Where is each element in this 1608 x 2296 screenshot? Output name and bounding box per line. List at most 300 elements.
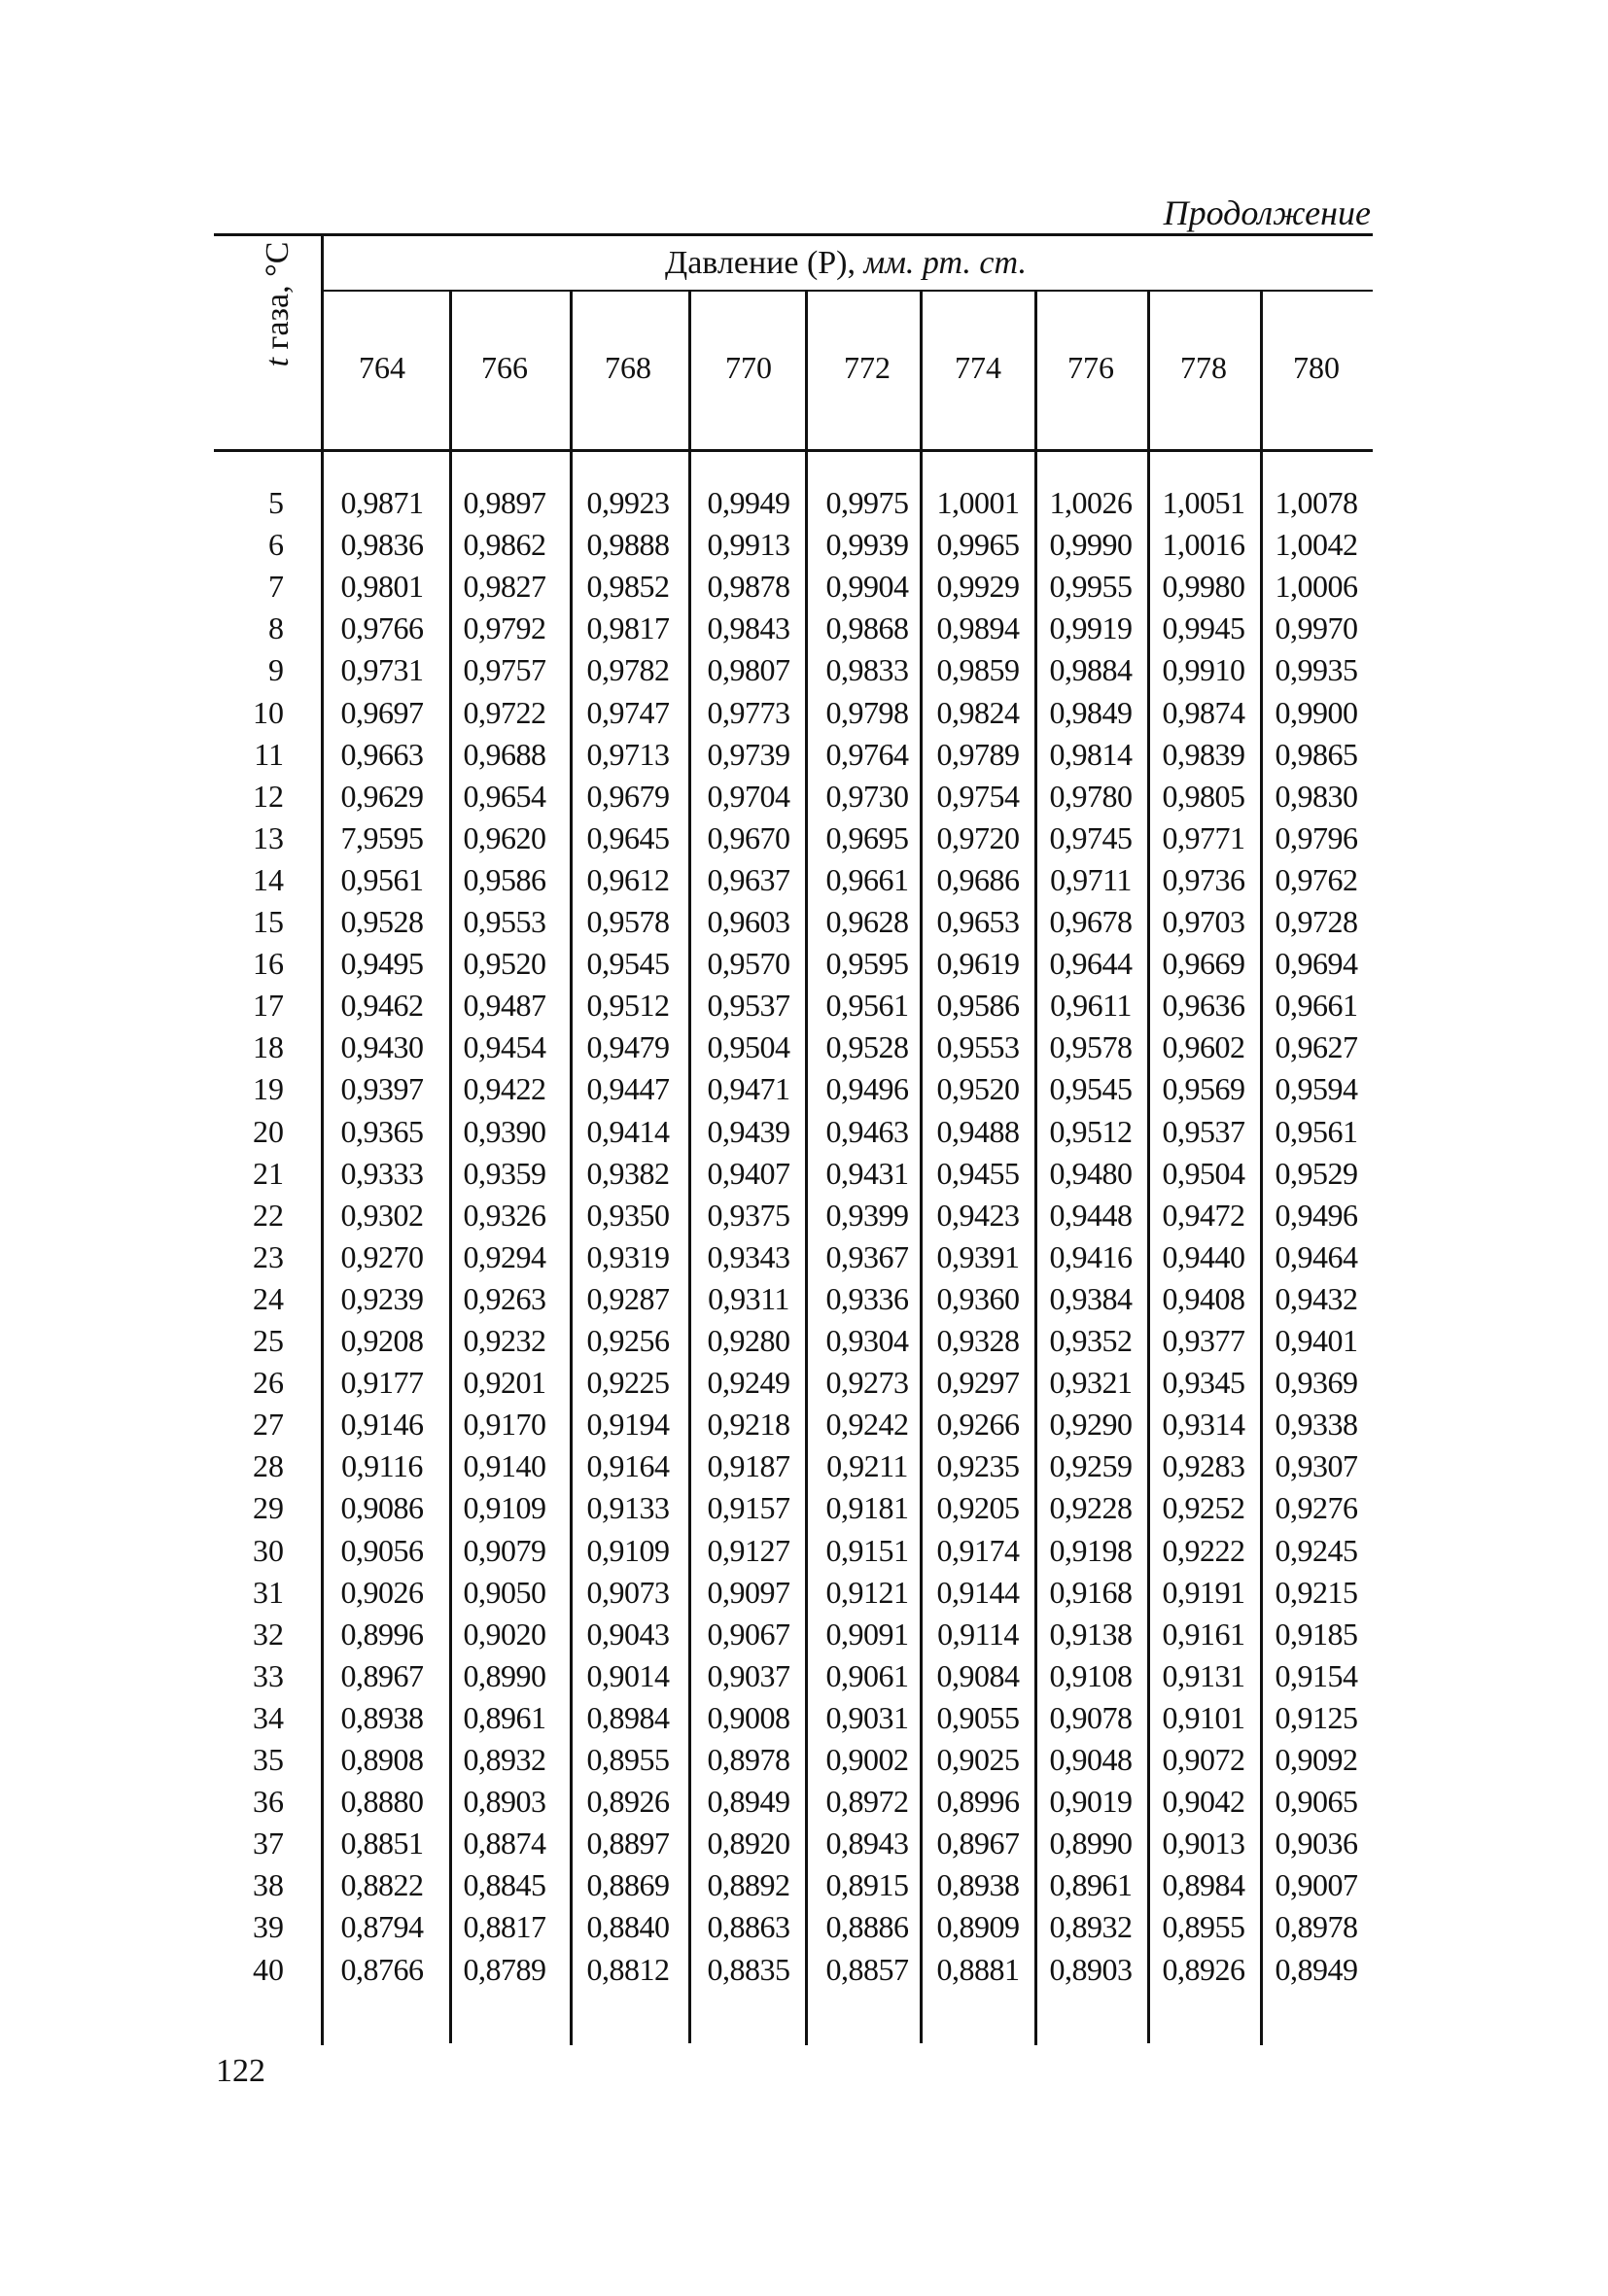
table-cell: 0,9654 [463,778,546,814]
table-cell: 0,9553 [936,1029,1020,1065]
row-temperature: 5 [268,485,284,520]
table-cell: 0,9290 [1049,1407,1133,1443]
table-cell: 0,9447 [586,1071,670,1107]
table-cell: 0,8955 [1162,1909,1245,1945]
table-cell: 0,9830 [1275,778,1358,814]
table-cell: 0,9061 [825,1657,909,1693]
table-cell: 0,9084 [936,1657,1020,1693]
table-cell: 0,9553 [463,904,546,939]
table-cell: 7,9595 [340,819,424,855]
table-cell: 0,9480 [1049,1155,1133,1191]
table-cell: 0,9235 [936,1448,1020,1484]
table-cell: 0,9232 [463,1323,546,1358]
row-temperature: 17 [253,988,284,1024]
table-cell: 0,9294 [463,1238,546,1274]
table-cell: 0,9586 [463,861,546,897]
table-cell: 0,9878 [707,569,790,605]
table-cell: 0,9495 [340,946,424,982]
table-cell: 0,9462 [340,988,424,1024]
table-cell: 0,9181 [825,1490,909,1526]
table-cell: 0,9140 [463,1448,546,1484]
table-cell: 0,9833 [825,652,909,688]
table-cell: 0,9208 [340,1323,424,1358]
column-header: 774 [955,350,1001,385]
table-cell: 0,9218 [707,1407,790,1443]
table-cell: 0,9512 [1049,1113,1133,1149]
table-cell: 0,9019 [1049,1784,1133,1820]
table-cell: 0,9897 [463,485,546,520]
table-cell: 0,9868 [825,610,909,646]
table-cell: 0,8955 [586,1742,670,1777]
table-cell: 0,8938 [340,1699,424,1735]
table-cell: 0,9620 [463,819,546,855]
table-cell: 0,9520 [463,946,546,982]
table-cell: 0,9888 [586,527,670,563]
table-cell: 0,8766 [340,1951,424,1987]
table-cell: 0,9042 [1162,1784,1245,1820]
row-temperature: 40 [253,1951,284,1987]
table-cell: 0,9594 [1275,1071,1358,1107]
row-temperature: 34 [253,1699,284,1735]
table-cell: 0,9127 [707,1532,790,1568]
table-cell: 0,9311 [708,1280,789,1316]
table-cell: 0,8863 [707,1909,790,1945]
table-cell: 0,8961 [1049,1867,1133,1903]
table-cell: 0,8949 [1275,1951,1358,1987]
table-cell: 0,9343 [707,1238,790,1274]
table-cell: 0,9739 [707,736,790,772]
row-temperature: 29 [253,1490,284,1526]
table-cell: 0,9945 [1162,610,1245,646]
table-cell: 0,9431 [825,1155,909,1191]
table-cell: 0,8851 [340,1826,424,1861]
table-cell: 0,8817 [463,1909,546,1945]
table-cell: 0,9390 [463,1113,546,1149]
row-temperature: 12 [253,778,284,814]
table-cell: 0,8908 [340,1742,424,1777]
table-cell: 0,9929 [936,569,1020,605]
table-cell: 0,9091 [825,1616,909,1652]
row-temperature: 22 [253,1197,284,1233]
table-cell: 0,9824 [936,694,1020,730]
table-cell: 0,9448 [1049,1197,1133,1233]
table-cell: 0,9399 [825,1197,909,1233]
table-cell: 0,9796 [1275,819,1358,855]
table-cell: 0,9935 [1275,652,1358,688]
table-cell: 0,9259 [1049,1448,1133,1484]
table-cell: 0,9359 [463,1155,546,1191]
pressure-title: Давление (P), [665,245,864,281]
table-cell: 0,9611 [1050,988,1132,1024]
table-cell: 0,9975 [825,485,909,520]
table-cell: 1,0016 [1162,527,1245,563]
table-cell: 0,9205 [936,1490,1020,1526]
table-cell: 0,9807 [707,652,790,688]
column-header: 770 [725,350,772,385]
table-cell: 0,9487 [463,988,546,1024]
table-cell: 0,8943 [825,1826,909,1861]
table-cell: 0,9157 [707,1490,790,1526]
table-cell: 0,9817 [586,610,670,646]
table-cell: 0,9805 [1162,778,1245,814]
table-cell: 0,9065 [1275,1784,1358,1820]
table-cell: 0,9694 [1275,946,1358,982]
table-cell: 0,8920 [707,1826,790,1861]
table-cell: 0,9955 [1049,569,1133,605]
row-temperature: 7 [268,569,284,605]
table-cell: 0,9871 [340,485,424,520]
table-cell: 0,9736 [1162,861,1245,897]
table-cell: 0,9384 [1049,1280,1133,1316]
table-cell: 0,9561 [1275,1113,1358,1149]
table-cell: 0,9728 [1275,904,1358,939]
row-temperature: 16 [253,946,284,982]
table-cell: 0,9686 [936,861,1020,897]
table-cell: 0,9086 [340,1490,424,1526]
table-cell: 0,9678 [1049,904,1133,939]
table-cell: 0,9144 [936,1574,1020,1610]
table-cell: 0,8932 [463,1742,546,1777]
table-cell: 0,9002 [825,1742,909,1777]
table-cell: 0,9612 [586,861,670,897]
table-cell: 0,9455 [936,1155,1020,1191]
row-temperature: 20 [253,1113,284,1149]
table-cell: 0,9586 [936,988,1020,1024]
table-cell: 0,9037 [707,1657,790,1693]
table-cell: 0,9336 [825,1280,909,1316]
table-cell: 0,9108 [1049,1657,1133,1693]
table-cell: 0,9321 [1049,1365,1133,1401]
table-cell: 0,9056 [340,1532,424,1568]
table-cell: 0,9697 [340,694,424,730]
page-number: 122 [216,2053,265,2089]
table-cell: 1,0006 [1275,569,1358,605]
table-cell: 0,9228 [1049,1490,1133,1526]
table-cell: 0,9297 [936,1365,1020,1401]
pressure-header [321,245,1371,288]
table-cell: 0,9025 [936,1742,1020,1777]
table-cell: 0,9528 [340,904,424,939]
table-cell: 0,8961 [463,1699,546,1735]
table-cell: 0,9463 [825,1113,909,1149]
table-cell: 0,8967 [936,1826,1020,1861]
table-cell: 0,9007 [1275,1867,1358,1903]
table-cell: 0,9561 [340,861,424,897]
table-cell: 0,9280 [707,1323,790,1358]
table-cell: 0,9644 [1049,946,1133,982]
table-cell: 0,9798 [825,694,909,730]
table-cell: 0,9578 [586,904,670,939]
temp-symbol: t [260,357,296,367]
table-cell: 1,0042 [1275,527,1358,563]
table-cell: 0,9747 [586,694,670,730]
row-temperature: 10 [253,694,284,730]
table-cell: 0,9603 [707,904,790,939]
table-cell: 0,9198 [1049,1532,1133,1568]
table-cell: 0,9377 [1162,1323,1245,1358]
row-temperature: 37 [253,1826,284,1861]
table-cell: 0,8903 [1049,1951,1133,1987]
table-cell: 0,9138 [1049,1616,1133,1652]
table-cell: 0,9073 [586,1574,670,1610]
table-cell: 0,9201 [463,1365,546,1401]
table-cell: 0,9101 [1162,1699,1245,1735]
table-cell: 0,9843 [707,610,790,646]
table-cell: 0,9121 [825,1574,909,1610]
table-cell: 0,9092 [1275,1742,1358,1777]
table-cell: 0,9097 [707,1574,790,1610]
table-cell: 0,9679 [586,778,670,814]
table-cell: 0,8926 [586,1784,670,1820]
table-cell: 0,9545 [1049,1071,1133,1107]
table-cell: 0,9827 [463,569,546,605]
table-cell: 0,9661 [1275,988,1358,1024]
table-cell: 0,8874 [463,1826,546,1861]
table-cell: 0,9326 [463,1197,546,1233]
table-cell: 0,9245 [1275,1532,1358,1568]
table-cell: 0,9722 [463,694,546,730]
table-cell: 0,8926 [1162,1951,1245,1987]
table-cell: 0,9703 [1162,904,1245,939]
table-cell: 0,9304 [825,1323,909,1358]
table-cell: 0,9401 [1275,1323,1358,1358]
table-cell: 0,9031 [825,1699,909,1735]
table-cell: 0,9345 [1162,1365,1245,1401]
row-temperature: 27 [253,1407,284,1443]
column-header: 776 [1067,350,1114,385]
column-header: 764 [359,350,405,385]
table-cell: 0,9849 [1049,694,1133,730]
table-cell: 0,9923 [586,485,670,520]
table-cell: 0,9319 [586,1238,670,1274]
table-cell: 0,9965 [936,527,1020,563]
temp-label: газа, °C [260,241,296,358]
table-cell: 0,8822 [340,1867,424,1903]
table-cell: 0,8990 [463,1657,546,1693]
table-cell: 0,9464 [1275,1238,1358,1274]
table-cell: 0,9619 [936,946,1020,982]
row-temperature: 9 [268,652,284,688]
table-cell: 0,9545 [586,946,670,982]
table-cell: 1,0026 [1049,485,1133,520]
row-temperature: 15 [253,904,284,939]
table-cell: 1,0078 [1275,485,1358,520]
table-cell: 0,9174 [936,1532,1020,1568]
table-cell: 0,9072 [1162,1742,1245,1777]
table-cell: 0,9801 [340,569,424,605]
table-cell: 0,9249 [707,1365,790,1401]
table-cell: 0,9836 [340,527,424,563]
table-cell: 0,9164 [586,1448,670,1484]
row-temperature: 39 [253,1909,284,1945]
table-cell: 0,9270 [340,1238,424,1274]
table-cell: 0,9913 [707,527,790,563]
column-header: 772 [844,350,891,385]
table-cell: 0,9471 [707,1071,790,1107]
table-cell: 0,9520 [936,1071,1020,1107]
table-cell: 0,9067 [707,1616,790,1652]
table-cell: 0,9222 [1162,1532,1245,1568]
row-temperature: 25 [253,1323,284,1358]
column-header: 768 [605,350,651,385]
row-temperature: 26 [253,1365,284,1401]
table-cell: 0,8812 [586,1951,670,1987]
table-cell: 0,9839 [1162,736,1245,772]
table-cell: 0,9256 [586,1323,670,1358]
table-cell: 0,9629 [340,778,424,814]
table-cell: 0,8789 [463,1951,546,1987]
continuation-label: Продолжение [1163,193,1371,232]
row-temperature: 23 [253,1238,284,1274]
table-cell: 0,8938 [936,1867,1020,1903]
table-cell: 0,9904 [825,569,909,605]
table-cell: 0,9859 [936,652,1020,688]
column-header: 778 [1180,350,1227,385]
table-cell: 0,9561 [825,988,909,1024]
table-cell: 0,9369 [1275,1365,1358,1401]
table-cell: 0,9780 [1049,778,1133,814]
table-cell: 0,9036 [1275,1826,1358,1861]
table-cell: 0,9874 [1162,694,1245,730]
table-cell: 0,8840 [586,1909,670,1945]
table-cell: 0,9852 [586,569,670,605]
row-temperature: 35 [253,1742,284,1777]
row-temperature: 38 [253,1867,284,1903]
table-cell: 0,9488 [936,1113,1020,1149]
table-cell: 0,8990 [1049,1826,1133,1861]
table-cell: 0,9191 [1162,1574,1245,1610]
table-cell: 0,9328 [936,1323,1020,1358]
row-temperature: 24 [253,1280,284,1316]
table-cell: 0,9367 [825,1238,909,1274]
column-divider [805,292,808,2045]
table-cell: 0,9602 [1162,1029,1245,1065]
table-cell: 0,9711 [1050,861,1132,897]
table-cell: 0,9422 [463,1071,546,1107]
table-cell: 0,9194 [586,1407,670,1443]
row-temperature: 19 [253,1071,284,1107]
table-cell: 0,9352 [1049,1323,1133,1358]
table-cell: 0,9287 [586,1280,670,1316]
table-cell: 0,9170 [463,1407,546,1443]
table-cell: 0,9146 [340,1407,424,1443]
table-cell: 0,9496 [1275,1197,1358,1233]
table-cell: 0,9382 [586,1155,670,1191]
table-cell: 0,9414 [586,1113,670,1149]
table-cell: 0,9013 [1162,1826,1245,1861]
table-cell: 1,0051 [1162,485,1245,520]
table-cell: 0,9704 [707,778,790,814]
table-cell: 0,8915 [825,1867,909,1903]
table-cell: 0,9151 [825,1532,909,1568]
table-cell: 0,9884 [1049,652,1133,688]
row-temperature: 6 [268,527,284,563]
row-temperature: 8 [268,610,284,646]
table-cell: 0,9653 [936,904,1020,939]
table-cell: 0,9910 [1162,652,1245,688]
table-cell: 0,8892 [707,1867,790,1903]
table-cell: 0,8794 [340,1909,424,1945]
table-cell: 0,9131 [1162,1657,1245,1693]
table-cell: 0,9266 [936,1407,1020,1443]
table-cell: 0,9360 [936,1280,1020,1316]
row-temperature: 13 [253,819,284,855]
table-cell: 0,9026 [340,1574,424,1610]
table-cell: 0,9670 [707,819,790,855]
table-cell: 0,9242 [825,1407,909,1443]
table-cell: 0,9043 [586,1616,670,1652]
table-cell: 0,9745 [1049,819,1133,855]
table-cell: 0,9133 [586,1490,670,1526]
table-cell: 0,9472 [1162,1197,1245,1233]
table-cell: 0,9055 [936,1699,1020,1735]
table-cell: 0,9865 [1275,736,1358,772]
table-cell: 0,9375 [707,1197,790,1233]
table-cell: 0,9570 [707,946,790,982]
table-cell: 0,9688 [463,736,546,772]
table-cell: 0,8984 [586,1699,670,1735]
table-cell: 0,9211 [826,1448,908,1484]
table-cell: 0,9078 [1049,1699,1133,1735]
table-cell: 0,9762 [1275,861,1358,897]
table-cell: 0,9407 [707,1155,790,1191]
row-temperature: 36 [253,1784,284,1820]
table-cell: 0,9161 [1162,1616,1245,1652]
table-cell: 0,9537 [707,988,790,1024]
table-cell: 0,8881 [936,1951,1020,1987]
table-cell: 0,8857 [825,1951,909,1987]
table-cell: 0,9782 [586,652,670,688]
table-cell: 0,9529 [1275,1155,1358,1191]
table-cell: 0,9764 [825,736,909,772]
table-cell: 0,9408 [1162,1280,1245,1316]
table-cell: 0,9504 [707,1029,790,1065]
table-cell: 0,9314 [1162,1407,1245,1443]
table-cell: 0,9020 [463,1616,546,1652]
table-cell: 0,9628 [825,904,909,939]
table-cell: 0,9569 [1162,1071,1245,1107]
column-header: 780 [1293,350,1340,385]
table-cell: 0,9754 [936,778,1020,814]
table-cell: 0,9416 [1049,1238,1133,1274]
table-cell: 0,8880 [340,1784,424,1820]
table-cell: 0,9479 [586,1029,670,1065]
table-cell: 0,9365 [340,1113,424,1149]
table-cell: 0,8909 [936,1909,1020,1945]
table-cell: 0,8972 [825,1784,909,1820]
table-cell: 0,9333 [340,1155,424,1191]
table-cell: 0,8996 [936,1784,1020,1820]
table-cell: 0,9252 [1162,1490,1245,1526]
table-cell: 0,9504 [1162,1155,1245,1191]
table-cell: 0,9440 [1162,1238,1245,1274]
table-cell: 0,9263 [463,1280,546,1316]
table-cell: 0,9645 [586,819,670,855]
table-cell: 0,8903 [463,1784,546,1820]
table-cell: 0,9185 [1275,1616,1358,1652]
table-cell: 0,8978 [1275,1909,1358,1945]
row-temperature: 21 [253,1155,284,1191]
table-cell: 0,9757 [463,652,546,688]
table-cell: 0,9980 [1162,569,1245,605]
table-cell: 0,9512 [586,988,670,1024]
table-cell: 0,9695 [825,819,909,855]
table-cell: 0,9079 [463,1532,546,1568]
table-cell: 0,9919 [1049,610,1133,646]
column-header: 766 [481,350,528,385]
table-cell: 0,8835 [707,1951,790,1987]
table-cell: 0,9391 [936,1238,1020,1274]
